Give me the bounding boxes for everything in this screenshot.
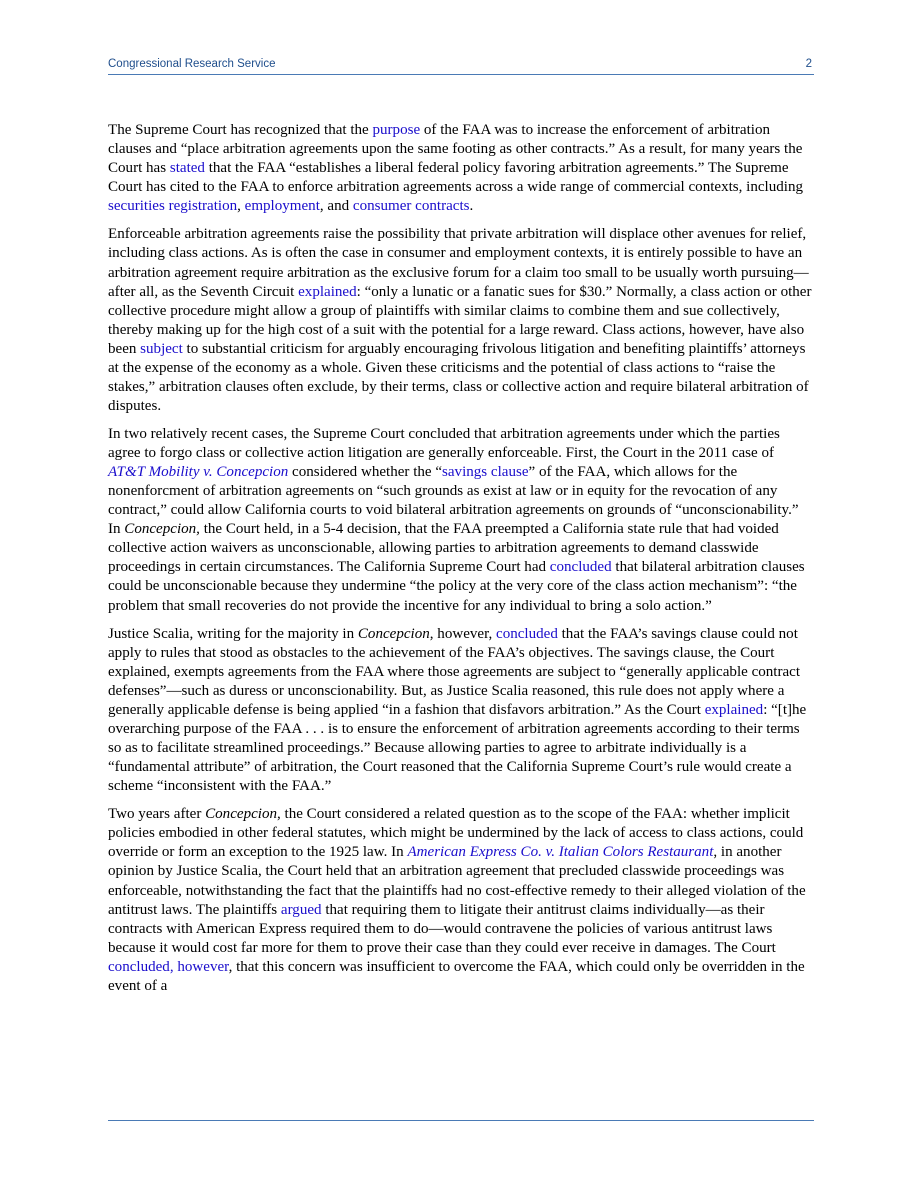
link-savings-clause[interactable]: savings clause (442, 464, 529, 481)
text-run: , in another opinion by Justice Scalia, the Court held that an arbitration agreement that precluded classwide proceedings was enforceable, notwithstanding the fact that the plaintiffs had no cost-effective remedy to their alleged violation of the antitrust laws. The plaintiffs (108, 844, 806, 918)
text-run: , that this concern was insufficient to overcome the FAA, which could only be overridden in the event of a (108, 958, 805, 994)
link-concluded-scalia[interactable]: concluded (496, 625, 558, 642)
link-att-mobility-v-concepcion[interactable]: AT&T Mobility v. Concepcion (108, 464, 289, 481)
text-run: The Supreme Court has recognized that the (108, 122, 373, 138)
text-run: considered whether the “ (288, 464, 443, 481)
paragraph-2 (108, 225, 814, 415)
link-consumer-contracts[interactable]: consumer contracts (352, 198, 470, 215)
paragraph-1 (108, 121, 814, 216)
header-source: Congressional Research Service (108, 58, 276, 70)
case-name-italic: Concepcion, (124, 521, 200, 538)
paragraph-5 (108, 805, 814, 995)
text-run: that the FAA “establishes a liberal federal policy favoring arbitration agreements.” The Supreme Court has cited to the FAA to enforce arbitration agreements across a wide range of commercial contexts, including (108, 160, 803, 196)
text-run: . (469, 198, 474, 215)
text-run: that the FAA’s savings clause could not apply to rules that stood as obstacles to the achievement of the FAA’s objectives. The savings clause, the Court explained, exempts agreements from the FAA where those agreements are subject to “generally applicable contract defenses”—such as duress or unconscionability. But, as Justice Scalia reasoned, this rule does not apply where a generally applicable defense is being applied “in a fashion that disfavors arbitration.” As the Court (108, 625, 801, 718)
case-name-italic: Concepcion (357, 625, 430, 642)
text-run: , and (319, 198, 353, 215)
text-run: Two years after (108, 806, 206, 823)
paragraph-3 (108, 425, 814, 615)
text-run: that bilateral arbitration clauses could be unconscionable because they undermine “the policy at the very core of the class action mechanism”: “the problem that small recoveries do not provide the incentive for any individual to bring a solo action.” (108, 559, 805, 614)
text-run: , (237, 198, 245, 215)
link-stated[interactable]: stated (169, 160, 205, 177)
text-run: , however, (429, 625, 497, 642)
case-name-italic: Concepcion (205, 806, 277, 823)
paragraph-4 (108, 625, 814, 796)
link-concluded-california[interactable]: concluded (549, 559, 612, 576)
page-header (108, 58, 814, 75)
footer-divider (108, 1120, 814, 1121)
text-run: : “[t]he overarching purpose of the FAA . . . is to ensure the enforcement of arbitration agreements according to their terms so as to facilitate streamlined proceedings.” Because allowing parties to agree to arbitrate individually is a “fundamental attribute” of arbitration, the Court reasoned that the California Supreme Court’s rule would create a scheme “inconsistent with the FAA.” (108, 701, 807, 795)
link-purpose[interactable]: purpose (372, 122, 421, 138)
link-american-express-v-italian-colors[interactable]: American Express Co. v. Italian Colors Restaurant (407, 844, 714, 861)
page-number: 2 (805, 58, 812, 70)
text-run: Enforceable arbitration agreements raise the possibility that private arbitration will displace other avenues for relief, including class actions. As is often the case in consumer and employment contexts, it is entirely possible to have an arbitration agreement require arbitration as the exclusive forum for a claim too small to be usually worth pursuing—after all, as the Seventh Circuit (108, 226, 809, 300)
link-argued[interactable]: argued (280, 901, 322, 918)
text-run: ” of the FAA, which allows for the nonenforcment of arbitration agreements on “such grounds as exist at law or in equity for the revocation of any contract,” could allow California courts to void bilateral arbitration agreements on grounds of “unconscionability.” In (108, 464, 799, 538)
link-concluded-however[interactable]: concluded, however (108, 958, 229, 975)
text-run: In two relatively recent cases, the Supreme Court concluded that arbitration agreements under which the parties agree to forgo class or collective action litigation are generally enforceable. First, the Court in the 2011 case of (108, 426, 780, 462)
text-run: that requiring them to litigate their antitrust claims individually—as their contracts with American Express required them to do—would contravene the policies of various antitrust laws because it would cost far more for them to prove their case than they could ever receive in damages. The Court (108, 901, 776, 956)
text-run: to substantial criticism for arguably encouraging frivolous litigation and benefiting plaintiffs’ attorneys at the expense of the economy as a whole. Given these criticisms and the potential of class actions to “raise the stakes,” arbitration clauses often exclude, by their terms, class or collective action and require bilateral arbitration of disputes. (108, 340, 809, 414)
text-run: the Court held, in a 5-4 decision, that the FAA preempted a California state rule that had voided collective action waivers as unconscionable, allowing parties to arbitration agreements to demand classwide proceedings in certain circumstances. The California Supreme Court had (108, 521, 779, 576)
text-run: Justice Scalia, writing for the majority in (108, 625, 358, 642)
link-explained-seventh-circuit[interactable]: explained (298, 283, 357, 300)
link-securities-registration[interactable]: securities registration (108, 198, 238, 215)
text-run: : “only a lunatic or a fanatic sues for $30.” Normally, a class action or other collective procedure might allow a group of plaintiffs with similar claims to combine them and sue collectively, thereby making up for the high cost of a suit with the potential for a large reward. Class actions, however, have also been (108, 283, 812, 357)
text-run: of the FAA was to increase the enforcement of arbitration clauses and “place arbitration agreements upon the same footing as other contracts.” As a result, for many years the Court has (108, 122, 803, 177)
link-subject[interactable]: subject (140, 340, 183, 357)
text-run: , the Court considered a related question as to the scope of the FAA: whether implicit policies embodied in other federal statutes, which might be undermined by the lack of access to class actions, could override or form an exception to the 1925 law. In (108, 806, 804, 861)
document-body (108, 121, 814, 1005)
link-explained-court[interactable]: explained (704, 701, 764, 718)
link-employment[interactable]: employment (244, 198, 320, 215)
